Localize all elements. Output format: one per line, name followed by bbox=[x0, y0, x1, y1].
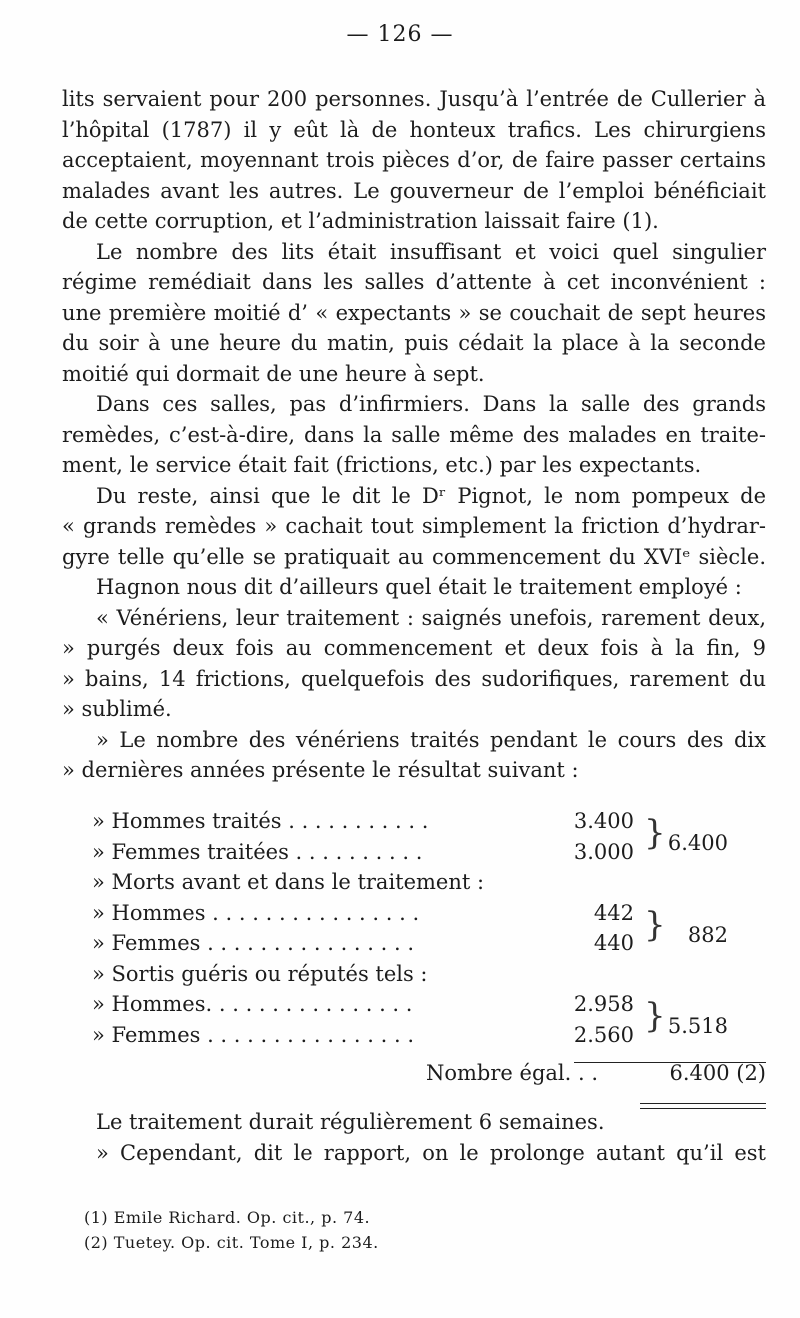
text-line: une première moitié d’ « expectants » se couchait de sept heures bbox=[62, 300, 766, 325]
body-text-continued bbox=[62, 1107, 766, 1168]
text-line: Dans ces salles, pas d’infirmiers. Dans la salle des grands bbox=[96, 392, 766, 416]
row-label: » Sortis guéris ou réputés tels : bbox=[92, 961, 428, 986]
table-row bbox=[92, 1020, 768, 1051]
quote-line: » Le nombre des vénériens traités pendant le cours des dix bbox=[96, 727, 766, 752]
row-value: 3.400 bbox=[573, 809, 634, 833]
brace-glyph: } bbox=[644, 996, 666, 1036]
text-line: Le traitement durait régulièrement 6 semaines. bbox=[96, 1110, 605, 1134]
sum-value: 6.400 (2) bbox=[669, 1061, 766, 1085]
row-label: » Hommes . . . . . . . . . . . . . . . . bbox=[92, 900, 420, 925]
text-line: l’hôpital (1787) il y eût là de honteux trafics. Les chirurgiens bbox=[62, 117, 766, 142]
sum-row bbox=[92, 1054, 768, 1090]
body-text bbox=[62, 84, 766, 786]
table-row bbox=[92, 989, 768, 1020]
group-total: 6.400 bbox=[667, 831, 728, 855]
text-line: régime remédiait dans les salles d’attente à cet inconvénient : bbox=[62, 270, 766, 294]
text-line: gyre telle qu’elle se pratiquait au commencement du XVIᵉ siècle. bbox=[62, 544, 766, 569]
page-number-header: — 126 — bbox=[346, 22, 454, 47]
text-line: Du reste, ainsi que le dit le Dʳ Pignot, le nom pompeux de bbox=[96, 483, 766, 508]
text-line: malades avant les autres. Le gouverneur de l’emploi bénéficiait bbox=[62, 178, 766, 203]
text-line: Hagnon nous dit d’ailleurs quel était le traitement employé : bbox=[96, 575, 742, 599]
group-total: 882 bbox=[687, 923, 728, 947]
text-line: acceptaient, moyennant trois pièces d’or, de faire passer certains bbox=[62, 148, 766, 172]
quote-line: « Vénériens, leur traitement : saignés unefois, rarement deux, bbox=[96, 605, 766, 630]
table-row bbox=[92, 898, 768, 929]
statistics-table bbox=[92, 806, 768, 1090]
footnotes bbox=[84, 1205, 684, 1255]
text-line: de cette corruption, et l’administration laissait faire (1). bbox=[62, 209, 659, 233]
group-total: 5.518 bbox=[667, 1014, 728, 1038]
row-value: 2.958 bbox=[573, 992, 634, 1016]
footnote: (2) Tuetey. Op. cit. Tome I, p. 234. bbox=[84, 1233, 379, 1252]
row-value: 440 bbox=[593, 931, 634, 955]
quote-line: » dernières années présente le résultat suivant : bbox=[62, 758, 579, 782]
quote-line: » purgés deux fois au commencement et deux fois à la fin, 9 bbox=[62, 636, 766, 660]
double-rule-top bbox=[640, 1103, 766, 1104]
row-value: 442 bbox=[593, 900, 634, 925]
quote-line: » sublimé. bbox=[62, 697, 172, 721]
text-line: remèdes, c’est-à-dire, dans la salle même des malades en traite- bbox=[62, 422, 766, 447]
quote-line: » Cependant, dit le rapport, on le prolonge autant qu’il est bbox=[96, 1140, 766, 1165]
text-line: « grands remèdes » cachait tout simplement la friction d’hydrar- bbox=[62, 514, 766, 538]
sum-rule bbox=[574, 1062, 766, 1063]
quote-line: » bains, 14 frictions, quelquefois des sudorifiques, rarement du bbox=[62, 666, 766, 691]
text-line: Le nombre des lits était insuffisant et voici quel singulier bbox=[96, 239, 766, 264]
row-label: » Femmes . . . . . . . . . . . . . . . . bbox=[92, 1022, 415, 1047]
text-line: ment, le service était fait (frictions, etc.) par les expectants. bbox=[62, 453, 702, 477]
table-row bbox=[92, 867, 768, 898]
brace-glyph: } bbox=[644, 905, 666, 945]
row-value: 3.000 bbox=[573, 839, 634, 864]
brace-glyph: } bbox=[644, 813, 666, 853]
table-row bbox=[92, 928, 768, 959]
row-value: 2.560 bbox=[573, 1022, 634, 1047]
row-label: » Hommes. . . . . . . . . . . . . . . . bbox=[92, 992, 413, 1016]
text-line: lits servaient pour 200 personnes. Jusqu’à l’entrée de Cullerier à bbox=[62, 87, 766, 111]
row-label: » Femmes traitées . . . . . . . . . . bbox=[92, 839, 423, 864]
footnote: (1) Emile Richard. Op. cit., p. 74. bbox=[84, 1208, 371, 1227]
text-line: du soir à une heure du matin, puis cédait la place à la seconde bbox=[62, 331, 766, 355]
text-line: moitié qui dormait de une heure à sept. bbox=[62, 361, 485, 386]
table-row bbox=[92, 837, 768, 868]
row-label: » Femmes . . . . . . . . . . . . . . . . bbox=[92, 931, 415, 955]
row-label: » Morts avant et dans le traitement : bbox=[92, 870, 485, 894]
table-row bbox=[92, 959, 768, 990]
sum-label: Nombre égal. . . bbox=[426, 1061, 598, 1085]
table-row bbox=[92, 806, 768, 837]
row-label: » Hommes traités . . . . . . . . . . . bbox=[92, 809, 429, 833]
